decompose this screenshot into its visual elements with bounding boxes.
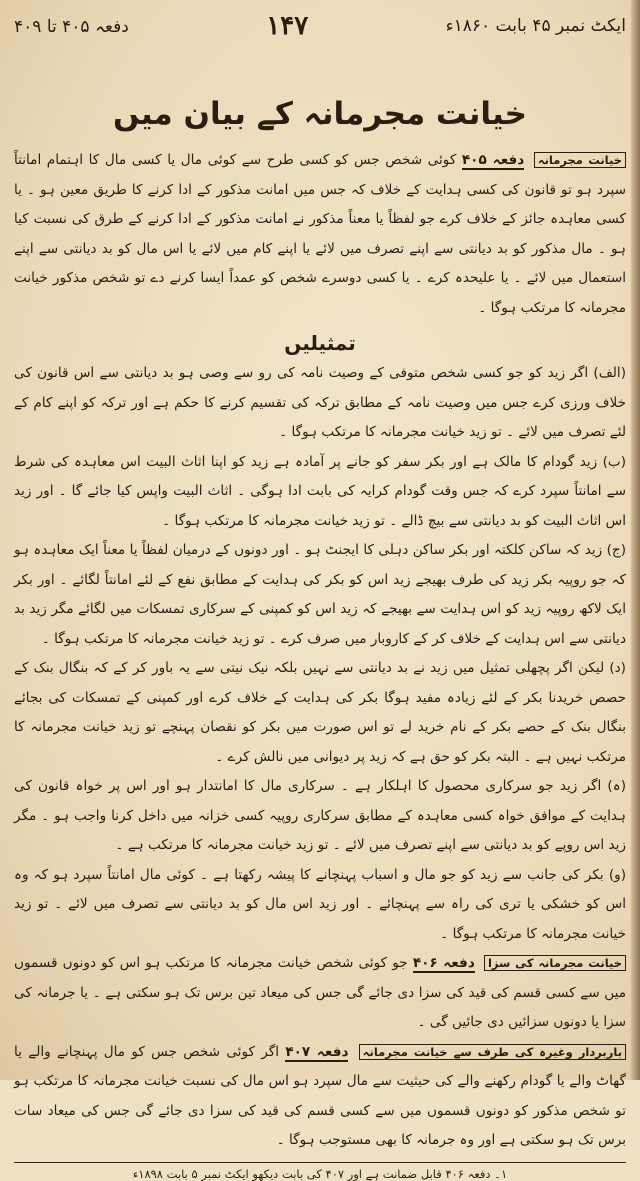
section-text-405: کوئی شخص جس کو کسی طرح سے کوئی مال یا کسی مال کا اہتمام امانتاً سپرد ہو تو قانون کی کسی ہدایت کے خلاف کہ جس میں امانت مذکور کے ادا کرنے کا طریق معین ہو ۔ یا کسی معاہدہ جائز کے خلاف کرے جو لفظاً یا معناً مذکور نے امانت مذکور کے ادا کرنے کے طرق کی نسبت کیا ہو ۔ مال مذکور کو بد دیانتی سے اپنے تصرف میں لائے یا اپنے کام میں لائے یا اس مال کو بد دیانتی سے اپنے استعمال میں لائے ۔ یا علیحدہ کرے ۔ یا کسی دوسرے شخص کو عمداً ایسا کرنے دے تو شخص مذکور خیانت مجرمانہ کا مرتکب ہوگا ۔ bbox=[14, 152, 626, 316]
margin-note-407: باربردار وغیرہ کی طرف سے خیانت مجرمانہ bbox=[359, 1044, 626, 1060]
illustrations-heading: تمثیلیں bbox=[284, 331, 356, 355]
section-text-407: اگر کوئی شخص جس کو مال پہنچانے والے یا گھاٹ والے یا گودام رکھنے والے کی حیثیت سے مال سپرد ہو اس مال کی نسبت خیانت مجرمانہ کا مرتکب ہو تو شخص مذکور کو دونوں قسموں میں سے کسی قسم کی قید کی سزا دی جائے گی جس کی میعاد سات برس تک ہو سکتی ہے اور وہ جرمانہ کا بھی مستوجب ہوگا ۔ bbox=[14, 1043, 626, 1148]
running-header bbox=[14, 6, 626, 46]
section-number-405: دفعہ ۴۰۵ bbox=[461, 152, 525, 168]
illustration-jim: (ج) زید کہ ساکن کلکتہ اور بکر ساکن دہلی کا ایجنٹ ہو ۔ اور دونوں کے درمیان لفظاً یا معناً ایک معاہدہ ہو کہ جو روپیہ بکر زید کی طرف بھیجے زید اس کو بکر کی ہدایت کے مطابق نفع کے لئے امانتاً لگائے ۔ اور بکر ایک لاکھ روپیہ زید کو اس ہدایت سے بھیجے کہ زید اس کو کمپنی کے سرکاری تمسکات میں لگائے مگر زید بد دیانتی سے اس ہدایت کے خلاف کر کے کاروبار میں صرف کرے ۔ تو زید خیانت مجرمانہ کا مرتکب ہوگا ۔ bbox=[14, 542, 626, 647]
footnote: ۱۔ دفعہ ۴۰۶ قابل ضمانت ہے اور ۴۰۷ کی بابت دیکھو ایکٹ نمبر ۵ بابت ۱۸۹۸ء bbox=[132, 1166, 508, 1181]
header-left-text: دفعہ ۴۰۵ تا ۴۰۹ bbox=[14, 16, 129, 37]
illustration-be: (ب) زید گودام کا مالک ہے اور بکر سفر کو جانے پر آمادہ ہے زید کو اپنا اثاث البیت اس معاہدہ کی شرط سے امانتاً سپرد کرے کہ جس وقت گودام کرایہ کی بابت ادا ہوگی ۔ اثاث البیت واپس کیا جائے گا ۔ اور زید اس اثاث البیت کو بد دیانتی سے بیچ ڈالے ۔ تو زید خیانت مجرمانہ کا مرتکب ہوگا ۔ bbox=[14, 453, 626, 529]
header-right-text: ایکٹ نمبر ۴۵ بابت ۱۸۶۰ء bbox=[445, 16, 626, 36]
illustration-alif: (الف) اگر زید کو جو کسی شخص متوفی کے وصیت نامہ کی رو سے وصی ہو بد دیانتی سے اس قانون کی خلاف ورزی کرے جس میں وصیت نامہ کے مطابق ترکہ کی تقسیم کرنے کا حکم ہے اور ترکہ کو اپنے کام کے لئے تصرف میں لائے ۔ تو زید خیانت مجرمانہ کا مرتکب ہوگا ۔ bbox=[14, 365, 626, 440]
section-number-406: دفعہ ۴۰۶ bbox=[412, 955, 475, 971]
section-407 bbox=[14, 1038, 626, 1156]
illustration-he: (ہ) اگر زید جو سرکاری محصول کا اہلکار ہے ۔ سرکاری مال کا امانتدار ہو اور اس پر خواہ قانون کی ہدایت کے موافق خواہ کسی معاہدہ کے مطابق سرکاری روپیہ کسی خزانہ میں داخل کرنا واجب ہو ۔ مگر زید اس روپے کو بد دیانتی سے اپنے تصرف میں لائے ۔ تو زید خیانت مجرمانہ کا مرتکب ہے ۔ bbox=[14, 778, 626, 853]
margin-note-405: خیانت مجرمانہ bbox=[534, 152, 626, 168]
section-number-407: دفعہ ۴۰۷ bbox=[285, 1043, 349, 1060]
illustration-vao: (و) بکر کی جانب سے زید کو جو مال و اسباب پہنچانے کا پیشہ رکھتا ہے ۔ کوئی مال امانتاً سپرد ہو کہ وہ اس کو خشکی یا تری کی راہ سے پہنچائے ۔ اور زید اس مال کو بد دیانتی سے تصرف میں لائے ۔ تو زید خیانت مجرمانہ کا مرتکب ہوگا ۔ bbox=[14, 866, 626, 942]
binding-edge bbox=[630, 0, 640, 1080]
section-406 bbox=[14, 949, 626, 1038]
chapter-title: خیانت مجرمانہ کے بیان میں bbox=[112, 96, 528, 132]
section-text-406: جو کوئی شخص خیانت مجرمانہ کا مرتکب ہو اس کو دونوں قسموں میں سے کسی قسم کی قید کی سزا دی جائے گی جس کی میعاد تین برس تک ہو سکتی ہے ۔ یا جرمانہ کی سزا یا دونوں سزائیں دی جائیں گی ۔ bbox=[14, 955, 626, 1030]
page-number: ۱۴۷ bbox=[266, 11, 309, 41]
section-405 bbox=[14, 146, 626, 323]
footnote-divider bbox=[14, 1162, 626, 1163]
illustration-dal: (د) لیکن اگر پچھلی تمثیل میں زید نے بد دیانتی سے نہیں بلکہ نیک نیتی سے یہ باور کر کے کہ بنگال بنک کے حصص خریدنا بکر کے لئے زیادہ مفید ہوگا بکر کی ہدایت کے خلاف کرے اور کمپنی کے تمسکات کی بجائے بنگال بنک کے حصے بکر کے نام خرید لے تو اس صورت میں بکر کو نقصان پہنچے تو زید خیانت مجرمانہ کا مرتکب نہیں ہے ۔ البتہ بکر کو حق ہے کہ زید پر دیوانی میں نالش کرے ۔ bbox=[14, 660, 626, 765]
margin-note-406: خیانت مجرمانہ کی سزا bbox=[484, 955, 626, 971]
